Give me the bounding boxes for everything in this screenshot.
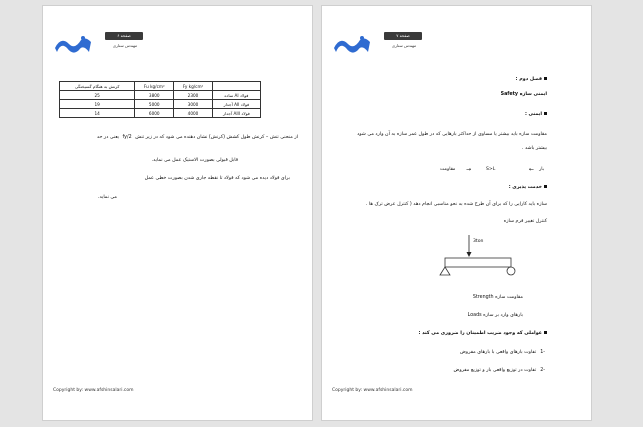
table-cell: 19 [60,100,135,109]
table-cell: 3800 [135,91,174,100]
footer-copyright: Copyright by: www.afshinsalari.com [53,388,134,393]
paragraph-text: یعنی در حد [96,135,120,140]
table-row [60,100,261,109]
paragraph-line: قابل قبولی بصورت الاستیک عمل می نماید. [151,158,238,163]
paragraph-text: از منحنی تنش – کرنش طول کشش (کرنش) نشان دهنده می شود که در زیر تنش [135,135,298,140]
table-cell: 14 [60,109,135,118]
bullet-icon [544,331,547,334]
table-header-cell: Fu kg/cm² [135,82,174,91]
subsection-heading [509,185,547,191]
list-item-text: تفاوت بارهای واقعی با بارهای مفروض [459,350,537,355]
paragraph-line: سازه باید کارایی را که برای آن طرح شده به نحو مناسبی انجام دهد ( کنترل عرض ترک ها . [365,202,547,207]
subsection-title: خدمت پذیری : [508,185,542,190]
table-header-cell [212,82,260,91]
steel-properties-table [59,81,261,118]
arrow-right-icon: → [466,166,472,173]
paragraph-line: بارهای وارد بر سازه Loads [467,313,523,318]
table-header-cell: Fy kg/cm² [174,82,213,91]
load-label: 3ton [473,239,484,244]
list-number: -1 [540,350,545,355]
table-cell: 5000 [135,100,174,109]
header-subtitle: مهندس ستاری [112,43,138,48]
page-header [53,28,163,62]
footer-copyright: Copyright by: www.afshinsalari.com [332,388,413,393]
list-item [460,350,545,356]
subsection-heading [419,331,547,337]
list-item [454,368,545,374]
inequality-diagram [440,165,544,175]
logo-icon [53,34,93,56]
table-row [60,109,261,118]
page-number-badge: صفحه ۷ [384,32,422,40]
table-cell: فولاد AI ساده [212,91,260,100]
inequality-left-label: مقاومت [440,167,456,172]
table-cell: 6000 [135,109,174,118]
chapter-heading [516,77,547,83]
roller-support [507,267,515,275]
list-number: -2 [540,368,545,373]
page-number-badge: صفحه ۶ [105,32,143,40]
subsection-title: ایمنی : [524,112,542,117]
table-cell: فولاد AII آجدار [212,100,260,109]
section-heading: ایمنی سازه Safety [500,92,547,97]
beam [445,258,511,267]
bullet-icon [544,77,547,80]
page-header [332,28,442,62]
beam-diagram [437,233,517,283]
paragraph-line [97,135,298,141]
table-header-cell: كرنش به هنگام گسيختگی [60,82,135,91]
arrow-left-icon: ← [528,166,534,173]
header-subtitle: مهندس ستاری [391,43,417,48]
paragraph-line: بیشتر باشد . [521,146,547,151]
chapter-title: فصل دوم : [515,77,542,82]
fraction: fy/2 [122,135,132,140]
paragraph-line: مقاومت سازه Strength [472,295,523,300]
table-header-row [60,82,261,91]
table-row [60,91,261,100]
logo-icon [332,34,372,56]
table-cell: 3000 [174,100,213,109]
table-cell: 25 [60,91,135,100]
table-cell: فولاد AIII آجدار [212,109,260,118]
inequality-right-label: بار [539,167,544,172]
list-item-text: تفاوت در توزیع واقعی بار و توزیع مفروض [453,368,537,373]
paragraph-line: کنترل تغییر فرم سازه [503,219,547,224]
subsection-heading [525,112,547,118]
inequality-formula: S>L [486,167,496,172]
bullet-icon [544,185,547,188]
load-arrowhead [467,252,472,257]
bullet-icon [544,112,547,115]
subsection-title: عواملی که وجود ضریب اطمینان را ضروری می کند : [418,331,542,336]
paragraph-line: برای فولاد دیده می شود که فولاد تا نقطه جاری شدن بصورت خطی عمل [144,176,290,181]
pin-support [440,267,450,275]
paragraph-line: مقاومت سازه باید بیشتر یا مساوی از حداکثر بارهایی که در طول عمر سازه به آن وارد می شود [357,132,547,137]
document-page-left [42,5,313,421]
paragraph-line: می نماید. [97,195,117,200]
document-page-right [321,5,592,421]
table-cell: 4000 [174,109,213,118]
table-cell: 2300 [174,91,213,100]
